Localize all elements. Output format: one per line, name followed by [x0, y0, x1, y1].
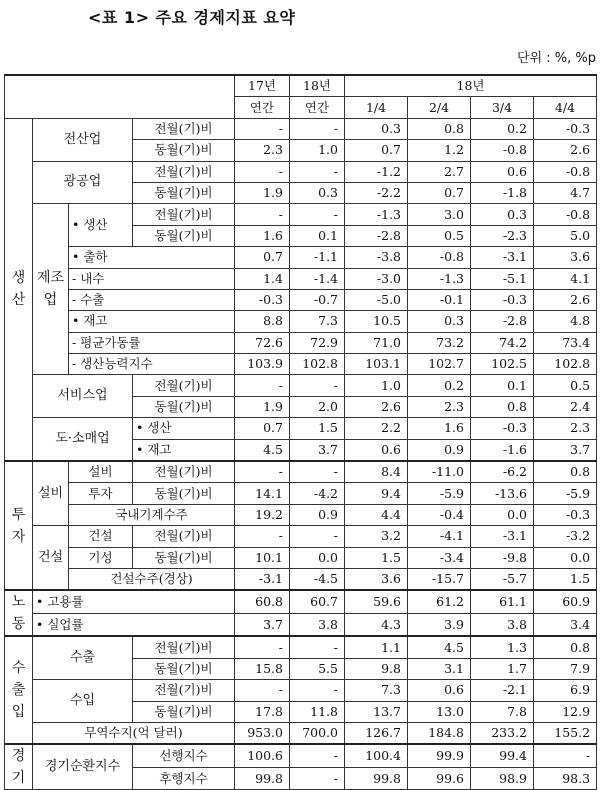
cell: 0.6 [345, 439, 408, 461]
cell: 2.4 [534, 396, 597, 417]
cell: 3.4 [534, 613, 597, 636]
cell: 10.5 [345, 311, 408, 332]
cell: 98.3 [534, 767, 597, 790]
table-row [5, 636, 597, 658]
yoy-label: 동월(기)비 [133, 182, 235, 203]
cell: -1.4 [290, 268, 345, 289]
cell: 12.9 [534, 701, 597, 722]
equip-invest-label-2: 투자 [69, 483, 133, 504]
cell: -0.8 [534, 204, 597, 225]
cell: 3.7 [534, 439, 597, 461]
cell: -0.4 [408, 504, 471, 525]
cell: -3.1 [471, 247, 534, 268]
cell: -0.3 [235, 289, 290, 310]
cell: 1.6 [408, 418, 471, 439]
cell: -1.8 [471, 182, 534, 203]
cell: -1.6 [471, 439, 534, 461]
table-row [5, 483, 597, 504]
cell: -11.0 [408, 461, 471, 483]
inventory-text: • 재고 [72, 313, 108, 328]
cell: 103.1 [345, 354, 408, 375]
retail-production-label [133, 418, 235, 439]
cell: 1.4 [235, 268, 290, 289]
cell: - [235, 461, 290, 483]
cell: 1.9 [235, 396, 290, 417]
table-row [5, 289, 597, 310]
cell: -1.3 [345, 204, 408, 225]
cell: - [235, 204, 290, 225]
cell: 17.8 [235, 701, 290, 722]
cell: 0.1 [471, 375, 534, 396]
cell: 0.9 [408, 439, 471, 461]
cell: 9.4 [345, 483, 408, 504]
cell: -3.8 [345, 247, 408, 268]
cell: 102.7 [408, 354, 471, 375]
cell: 2.2 [345, 418, 408, 439]
table-row [5, 311, 597, 332]
cell: 4.5 [235, 439, 290, 461]
cell: 2.6 [534, 140, 597, 161]
cell: - [290, 461, 345, 483]
cell: 0.0 [534, 547, 597, 568]
yoy-label: 동월(기)비 [133, 396, 235, 417]
cell: 10.1 [235, 547, 290, 568]
header-q1: 1/4 [345, 97, 408, 118]
shipment-text: • 출하 [72, 249, 108, 264]
cell: -0.3 [534, 504, 597, 525]
cell: 4.7 [534, 182, 597, 203]
cell: 0.8 [534, 461, 597, 483]
cell: - [290, 375, 345, 396]
cell: 0.6 [408, 680, 471, 701]
cell: 1.5 [534, 568, 597, 590]
header-corner [5, 75, 235, 118]
table-row [5, 680, 597, 701]
table-row [5, 161, 597, 182]
cell: -1.2 [345, 161, 408, 182]
cell: 102.8 [534, 354, 597, 375]
cell: 13.0 [408, 701, 471, 722]
cell: -3.0 [345, 268, 408, 289]
domestic-label: - 내수 [69, 268, 235, 289]
cell: 9.8 [345, 658, 408, 679]
const-invest-label-2: 기성 [69, 547, 133, 568]
table-row [5, 375, 597, 396]
cell: 0.7 [408, 182, 471, 203]
cell: 184.8 [408, 722, 471, 744]
table-row [5, 354, 597, 375]
cell: 3.1 [408, 658, 471, 679]
retail-inventory-text: • 재고 [136, 442, 172, 457]
imports-label: 수입 [33, 680, 133, 723]
cell: -0.8 [471, 140, 534, 161]
cell: -3.2 [534, 526, 597, 547]
const-invest-label-1: 건설 [69, 526, 133, 547]
cell: 8.4 [345, 461, 408, 483]
cell: - [534, 744, 597, 767]
all-industry-label: 전산업 [33, 118, 133, 161]
shipment-label [69, 247, 235, 268]
header-q2: 2/4 [408, 97, 471, 118]
utilization-label: - 평균가동률 [69, 332, 235, 353]
cell: 99.4 [471, 744, 534, 767]
table-title: <표 1> 주요 경제지표 요약 [88, 8, 296, 27]
cell: 61.1 [471, 590, 534, 613]
trade-balance-label: 무역수지(억 달러) [33, 722, 235, 744]
cell: -0.7 [290, 289, 345, 310]
cell: 100.4 [345, 744, 408, 767]
cell: 74.2 [471, 332, 534, 353]
cell: 61.2 [408, 590, 471, 613]
table-row [5, 461, 597, 483]
cell: 0.8 [471, 396, 534, 417]
cell: 2.3 [408, 396, 471, 417]
mom-label: 전월(기)비 [133, 118, 235, 139]
construction-label: 건설 [33, 526, 69, 591]
sector-cycle: 경기 [5, 744, 33, 790]
cell: 0.2 [408, 375, 471, 396]
cell: 3.8 [471, 613, 534, 636]
mfg-production-label [69, 204, 133, 247]
cell: - [235, 118, 290, 139]
cell: 3.2 [345, 526, 408, 547]
cell: - [235, 680, 290, 701]
cell: 60.7 [290, 590, 345, 613]
cell: 73.4 [534, 332, 597, 353]
cell: 0.2 [471, 118, 534, 139]
table-row [5, 268, 597, 289]
cell: 99.9 [408, 744, 471, 767]
cell: - [235, 526, 290, 547]
cell: 155.2 [534, 722, 597, 744]
cell: 7.9 [534, 658, 597, 679]
cell: 6.9 [534, 680, 597, 701]
header-18-quarters: 18년 [345, 75, 597, 97]
table-row [5, 418, 597, 439]
header-q3: 3/4 [471, 97, 534, 118]
header-annual-17: 연간 [235, 97, 290, 118]
export-label: - 수출 [69, 289, 235, 310]
cell: - [290, 118, 345, 139]
cell: 3.6 [345, 568, 408, 590]
sector-investment: 투자 [5, 461, 33, 590]
header-q4: 4/4 [534, 97, 597, 118]
retail-production-text: • 생산 [136, 420, 172, 435]
cell: 102.8 [290, 354, 345, 375]
table-row [5, 247, 597, 268]
table-row [5, 722, 597, 744]
economic-indicators-table [4, 74, 597, 790]
cell: -2.1 [471, 680, 534, 701]
cell: 700.0 [290, 722, 345, 744]
yoy-label: 동월(기)비 [133, 701, 235, 722]
yoy-label: 동월(기)비 [133, 140, 235, 161]
cell: - [290, 161, 345, 182]
cell: 60.8 [235, 590, 290, 613]
cell: 1.6 [235, 225, 290, 246]
employment-rate-text: • 고용률 [36, 594, 84, 609]
inventory-label [69, 311, 235, 332]
industry-label: 광공업 [33, 161, 133, 204]
cell: -0.3 [471, 289, 534, 310]
table-row [5, 332, 597, 353]
capacity-label: - 생산능력지수 [69, 354, 235, 375]
yoy-label: 동월(기)비 [133, 483, 235, 504]
cell: -2.8 [345, 225, 408, 246]
cell: 14.1 [235, 483, 290, 504]
cell: 1.0 [345, 375, 408, 396]
mom-label: 전월(기)비 [133, 161, 235, 182]
cell: 0.1 [290, 225, 345, 246]
cell: 59.6 [345, 590, 408, 613]
cell: 0.7 [235, 418, 290, 439]
cell: - [290, 526, 345, 547]
cell: -5.1 [471, 268, 534, 289]
mom-label: 전월(기)비 [133, 680, 235, 701]
cell: 3.6 [534, 247, 597, 268]
construction-orders-label: 건설수주(경상) [69, 568, 235, 590]
cell: - [290, 767, 345, 790]
cell: 99.6 [408, 767, 471, 790]
cell: - [290, 680, 345, 701]
cell: 4.8 [534, 311, 597, 332]
cell: 99.8 [235, 767, 290, 790]
cell: 102.5 [471, 354, 534, 375]
cell: 13.7 [345, 701, 408, 722]
cell: 100.6 [235, 744, 290, 767]
cell: 0.0 [290, 547, 345, 568]
cell: 7.8 [471, 701, 534, 722]
cell: -1.1 [290, 247, 345, 268]
cell: -6.2 [471, 461, 534, 483]
cell: 15.8 [235, 658, 290, 679]
cell: 11.8 [290, 701, 345, 722]
cell: 233.2 [471, 722, 534, 744]
mom-label: 전월(기)비 [133, 461, 235, 483]
cell: -2.8 [471, 311, 534, 332]
cell: - [235, 161, 290, 182]
leading-label: 선행지수 [133, 744, 235, 767]
cell: 8.8 [235, 311, 290, 332]
cell: 98.9 [471, 767, 534, 790]
retail-inventory-label [133, 439, 235, 461]
cell: 72.9 [290, 332, 345, 353]
cell: 0.3 [408, 311, 471, 332]
cell: -2.3 [471, 225, 534, 246]
cell: 19.2 [235, 504, 290, 525]
cell: -3.1 [235, 568, 290, 590]
cell: 0.9 [290, 504, 345, 525]
unemployment-rate-text: • 실업률 [36, 617, 84, 632]
table-row [5, 118, 597, 139]
cell: 1.5 [290, 418, 345, 439]
lagging-label: 후행지수 [133, 767, 235, 790]
mom-label: 전월(기)비 [133, 375, 235, 396]
cell: -13.6 [471, 483, 534, 504]
cell: 99.8 [345, 767, 408, 790]
cell: 3.7 [235, 613, 290, 636]
cell: 2.0 [290, 396, 345, 417]
cell: 0.3 [345, 118, 408, 139]
header-17: 17년 [235, 75, 290, 97]
equip-invest-label-1: 설비 [69, 461, 133, 483]
cell: - [290, 636, 345, 658]
yoy-label: 동월(기)비 [133, 225, 235, 246]
table-row [5, 744, 597, 767]
cycle-index-label: 경기순환지수 [33, 744, 133, 790]
cell: 0.3 [471, 204, 534, 225]
employment-rate-label [33, 590, 235, 613]
cell: -3.4 [408, 547, 471, 568]
cell: 0.8 [534, 636, 597, 658]
services-label: 서비스업 [33, 375, 133, 418]
header-18: 18년 [290, 75, 345, 97]
cell: 1.1 [345, 636, 408, 658]
mom-label: 전월(기)비 [133, 204, 235, 225]
header-annual-18: 연간 [290, 97, 345, 118]
cell: -0.1 [408, 289, 471, 310]
cell: 7.3 [290, 311, 345, 332]
cell: -5.7 [471, 568, 534, 590]
cell: 0.7 [235, 247, 290, 268]
retail-label: 도·소매업 [33, 418, 133, 461]
cell: 60.9 [534, 590, 597, 613]
cell: 953.0 [235, 722, 290, 744]
cell: -5.0 [345, 289, 408, 310]
cell: 4.4 [345, 504, 408, 525]
cell: -1.3 [408, 268, 471, 289]
cell: 2.7 [408, 161, 471, 182]
table-row [5, 613, 597, 636]
cell: 4.5 [408, 636, 471, 658]
table-row [5, 204, 597, 225]
cell: 73.2 [408, 332, 471, 353]
cell: - [235, 375, 290, 396]
sector-employment: 노동 [5, 590, 33, 636]
cell: 103.9 [235, 354, 290, 375]
cell: -4.5 [290, 568, 345, 590]
cell: 126.7 [345, 722, 408, 744]
table-row [5, 526, 597, 547]
cell: 4.3 [345, 613, 408, 636]
cell: 3.0 [408, 204, 471, 225]
unemployment-rate-label [33, 613, 235, 636]
cell: 0.5 [534, 375, 597, 396]
cell: -2.2 [345, 182, 408, 203]
cell: - [290, 204, 345, 225]
cell: 0.0 [471, 504, 534, 525]
sector-production: 생산 [5, 118, 33, 461]
exports-label: 수출 [33, 636, 133, 679]
cell: -0.3 [534, 118, 597, 139]
cell: 0.8 [408, 118, 471, 139]
unit-label: 단위 : %, %p [517, 51, 596, 66]
cell: -15.7 [408, 568, 471, 590]
mfg-production-text: • 생산 [72, 217, 108, 232]
cell: 5.5 [290, 658, 345, 679]
cell: -9.8 [471, 547, 534, 568]
cell: 0.5 [408, 225, 471, 246]
table-row [5, 590, 597, 613]
cell: 2.3 [235, 140, 290, 161]
cell: - [290, 744, 345, 767]
cell: -0.8 [408, 247, 471, 268]
cell: 3.9 [408, 613, 471, 636]
cell: - [235, 636, 290, 658]
table-row [5, 504, 597, 525]
cell: 2.6 [345, 396, 408, 417]
cell: 71.0 [345, 332, 408, 353]
cell: -4.1 [408, 526, 471, 547]
cell: 3.8 [290, 613, 345, 636]
sector-trade: 수출입 [5, 636, 33, 744]
table-row [5, 568, 597, 590]
cell: -3.1 [471, 526, 534, 547]
yoy-label: 동월(기)비 [133, 658, 235, 679]
cell: -5.9 [534, 483, 597, 504]
cell: -0.3 [471, 418, 534, 439]
cell: 1.2 [408, 140, 471, 161]
mom-label: 전월(기)비 [133, 636, 235, 658]
cell: 0.7 [345, 140, 408, 161]
manufacturing-label: 제조업 [33, 204, 69, 375]
cell: 0.3 [290, 182, 345, 203]
equipment-label: 설비 [33, 461, 69, 526]
cell: 7.3 [345, 680, 408, 701]
cell: 1.0 [290, 140, 345, 161]
cell: -4.2 [290, 483, 345, 504]
cell: 4.1 [534, 268, 597, 289]
cell: 1.5 [345, 547, 408, 568]
cell: -0.8 [534, 161, 597, 182]
cell: 3.7 [290, 439, 345, 461]
cell: 72.6 [235, 332, 290, 353]
mom-label: 전월(기)비 [133, 526, 235, 547]
cell: 2.3 [534, 418, 597, 439]
cell: 1.7 [471, 658, 534, 679]
cell: 5.0 [534, 225, 597, 246]
cell: -5.9 [408, 483, 471, 504]
cell: 2.6 [534, 289, 597, 310]
cell: 1.9 [235, 182, 290, 203]
cell: 1.3 [471, 636, 534, 658]
cell: 0.6 [471, 161, 534, 182]
machinery-orders-label: 국내기계수주 [69, 504, 235, 525]
yoy-label: 동월(기)비 [133, 547, 235, 568]
table-row [5, 547, 597, 568]
